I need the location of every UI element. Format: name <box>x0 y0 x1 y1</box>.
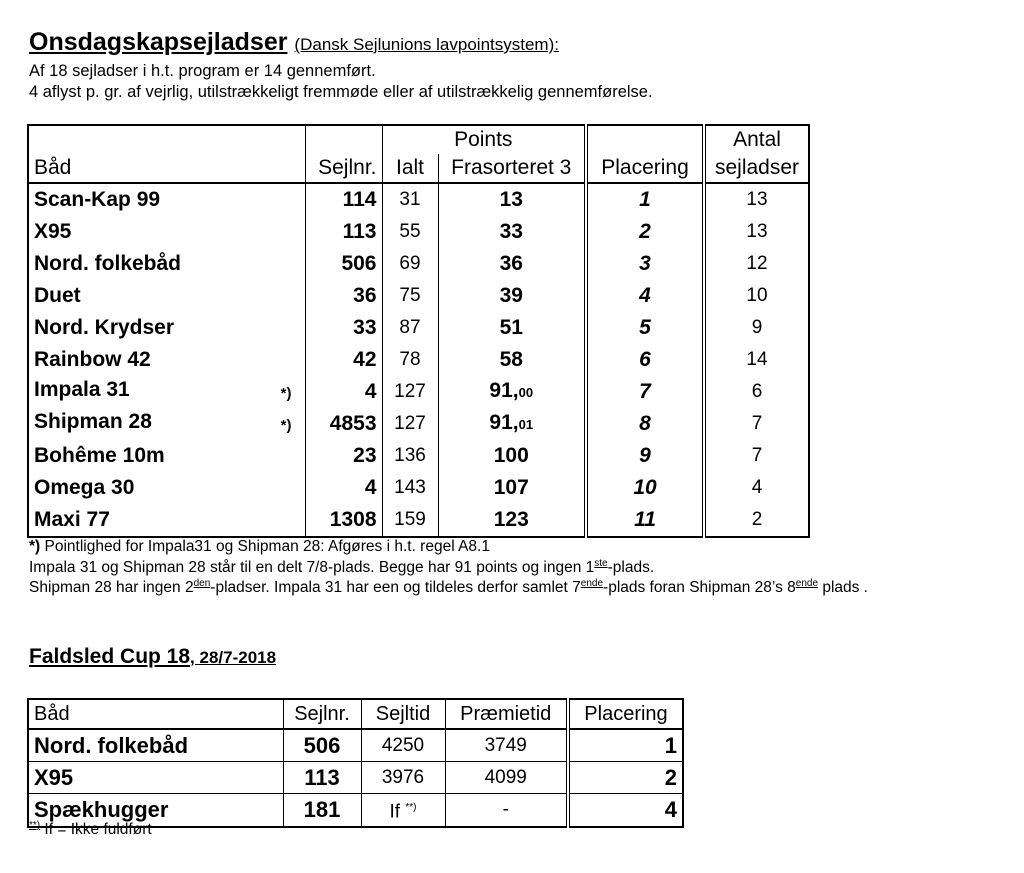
antal-cell: 2 <box>704 504 809 537</box>
ialt-cell: 31 <box>382 183 438 216</box>
praemietid-cell: 4099 <box>445 762 568 794</box>
sejltid-value: If <box>389 801 406 823</box>
footnote-3-text: -plads foran Shipman 28’s 8 <box>603 579 796 597</box>
frasorteret-value: 123 <box>493 508 529 531</box>
results-table <box>27 124 810 538</box>
table-header-row-1 <box>28 125 809 154</box>
antal-cell: 9 <box>704 312 809 344</box>
ialt-cell: 87 <box>382 312 438 344</box>
footnote-3-sup: ende <box>580 578 604 589</box>
footnote-3-text: Shipman 28 har ingen 2 <box>29 579 194 597</box>
intro-line-1: Af 18 sejladser i h.t. program er 14 gennemført. <box>29 62 376 80</box>
frasorteret-cell <box>438 248 586 280</box>
sejltid-note: **) <box>405 802 417 813</box>
header-ialt: Ialt <box>382 154 438 183</box>
sejlnr-cell: 23 <box>305 440 382 472</box>
praemietid-cell: - <box>445 794 568 828</box>
boat-name: Rainbow 42 <box>34 348 151 371</box>
boat-name: Nord. Krydser <box>34 316 175 339</box>
intro-line-2: 4 aflyst p. gr. af vejrlig, utilstrækkeligt fremmøde eller af utilstrækkelig gennemførelse. <box>29 83 653 101</box>
frasorteret-value: 107 <box>493 476 529 499</box>
frasorteret-cell <box>438 280 586 312</box>
antal-cell: 7 <box>704 408 809 440</box>
frasorteret-value: 51 <box>499 316 523 339</box>
footnote-3-sup: den <box>193 578 211 589</box>
boat-cell <box>28 280 305 312</box>
header-empty <box>28 125 305 154</box>
sejlnr-cell: 114 <box>305 183 382 216</box>
sejlnr-cell: 42 <box>305 344 382 376</box>
footnote-3 <box>29 578 868 597</box>
ialt-cell: 127 <box>382 408 438 440</box>
table-row <box>28 762 683 794</box>
sejltid-cell <box>361 729 445 762</box>
boat-name: X95 <box>34 220 72 243</box>
section1-title: Onsdagskapsejladser <box>29 28 288 56</box>
header-empty <box>586 125 704 154</box>
placering-cell: 2 <box>586 216 704 248</box>
table-row <box>28 248 809 280</box>
footnote-2-sup: ste <box>594 558 608 569</box>
placering-cell: 10 <box>586 472 704 504</box>
frasorteret-value: 91, <box>489 411 519 434</box>
frasorteret-cell <box>438 344 586 376</box>
cup-body <box>28 729 683 827</box>
frasorteret-value: 39 <box>499 284 523 307</box>
sejlnr-cell: 181 <box>283 794 361 828</box>
ialt-cell: 69 <box>382 248 438 280</box>
frasorteret-cell <box>438 312 586 344</box>
boat-cell <box>28 344 305 376</box>
cup-footnote-text: If = Ikke fuldført <box>40 821 152 839</box>
antal-cell: 4 <box>704 472 809 504</box>
sejltid-cell <box>361 794 445 828</box>
sejlnr-cell: 4 <box>305 472 382 504</box>
section2-title: Faldsled Cup 18 <box>29 645 191 668</box>
table-row <box>28 344 809 376</box>
antal-cell: 13 <box>704 216 809 248</box>
boat-cell <box>28 216 305 248</box>
section2-title-line <box>29 645 276 669</box>
cup-header-praemietid: Præmietid <box>445 699 568 729</box>
table-row <box>28 440 809 472</box>
boat-cell: X95 <box>28 762 283 794</box>
ialt-cell: 136 <box>382 440 438 472</box>
frasorteret-decimal: 01 <box>518 417 534 432</box>
results-body <box>28 183 809 537</box>
cup-footnote-sup: **) <box>29 820 41 831</box>
placering-cell: 9 <box>586 440 704 472</box>
sejlnr-cell: 36 <box>305 280 382 312</box>
frasorteret-value: 33 <box>499 220 523 243</box>
frasorteret-value: 58 <box>499 348 523 371</box>
footnote-3-end: plads . <box>818 579 868 597</box>
ialt-cell: 78 <box>382 344 438 376</box>
placering-cell: 2 <box>568 762 683 794</box>
pointlighed-marker: *) <box>280 417 292 434</box>
boat-cell <box>28 312 305 344</box>
footnote-2 <box>29 558 654 577</box>
frasorteret-cell <box>438 440 586 472</box>
ialt-cell: 127 <box>382 376 438 408</box>
frasorteret-value: 100 <box>493 444 529 467</box>
table-row <box>28 472 809 504</box>
placering-cell: 4 <box>568 794 683 828</box>
footnote-2-end: -plads. <box>607 559 655 577</box>
frasorteret-cell <box>438 504 586 537</box>
ialt-cell: 159 <box>382 504 438 537</box>
antal-cell: 7 <box>704 440 809 472</box>
boat-name: Nord. folkebåd <box>34 252 182 275</box>
frasorteret-cell <box>438 216 586 248</box>
antal-cell: 13 <box>704 183 809 216</box>
sejltid-value: 3976 <box>381 766 425 788</box>
frasorteret-cell <box>438 408 586 440</box>
header-antal: Antal <box>704 125 809 154</box>
sejlnr-cell: 113 <box>305 216 382 248</box>
footnote-3-sup: ende <box>795 578 819 589</box>
sejlnr-cell: 33 <box>305 312 382 344</box>
placering-cell: 6 <box>586 344 704 376</box>
cup-footnote <box>29 820 152 839</box>
antal-cell: 12 <box>704 248 809 280</box>
section1-title-line <box>29 28 559 57</box>
frasorteret-cell <box>438 376 586 408</box>
table-row <box>28 376 809 408</box>
cup-header-placering: Placering <box>568 699 683 729</box>
footnote-1-text: Pointlighed for Impala31 og Shipman 28: Afgøres i h.t. regel A8.1 <box>44 538 490 555</box>
frasorteret-value: 91, <box>489 379 519 402</box>
table-row <box>28 183 809 216</box>
praemietid-cell: 3749 <box>445 729 568 762</box>
boat-cell <box>28 376 305 408</box>
table-row <box>28 504 809 537</box>
table-row <box>28 408 809 440</box>
ialt-cell: 75 <box>382 280 438 312</box>
frasorteret-decimal: 00 <box>518 385 534 400</box>
boat-name: Omega 30 <box>34 476 135 499</box>
cup-header-sejltid: Sejltid <box>361 699 445 729</box>
ialt-cell: 143 <box>382 472 438 504</box>
cup-header-row <box>28 699 683 729</box>
header-sejladser: sejladser <box>704 154 809 183</box>
boat-name: Maxi 77 <box>34 508 110 531</box>
header-boat: Båd <box>28 154 305 183</box>
header-points: Points <box>382 125 586 154</box>
section1-subtitle: (Dansk Sejlunions lavpointsystem): <box>294 35 559 54</box>
sejltid-cell <box>361 762 445 794</box>
header-frasorteret: Frasorteret 3 <box>438 154 586 183</box>
cup-header-sejlnr: Sejlnr. <box>283 699 361 729</box>
boat-cell <box>28 248 305 280</box>
frasorteret-cell <box>438 183 586 216</box>
footnote-3-text: -pladser. Impala 31 har een og tildeles derfor samlet 7 <box>210 579 581 597</box>
sejlnr-cell: 1308 <box>305 504 382 537</box>
antal-cell: 6 <box>704 376 809 408</box>
placering-cell: 11 <box>586 504 704 537</box>
cup-table <box>27 698 684 828</box>
footnote-2-text: Impala 31 og Shipman 28 står til en delt 7/8-plads. Begge har 91 points og ingen 1 <box>29 559 595 577</box>
boat-cell <box>28 504 305 537</box>
footnote-1 <box>29 538 490 556</box>
table-header-row-2 <box>28 154 809 183</box>
boat-cell: Spækhugger <box>28 794 283 828</box>
boat-cell: Nord. folkebåd <box>28 729 283 762</box>
frasorteret-value: 13 <box>499 188 523 211</box>
antal-cell: 10 <box>704 280 809 312</box>
frasorteret-value: 36 <box>499 252 523 275</box>
cup-header-boat: Båd <box>28 699 283 729</box>
boat-name: Scan-Kap 99 <box>34 188 161 211</box>
header-sejlnr: Sejlnr. <box>305 154 382 183</box>
boat-name: Duet <box>34 284 81 307</box>
table-row <box>28 312 809 344</box>
placering-cell: 5 <box>586 312 704 344</box>
placering-cell: 1 <box>568 729 683 762</box>
sejltid-value: 4250 <box>381 734 425 756</box>
placering-cell: 3 <box>586 248 704 280</box>
boat-cell <box>28 440 305 472</box>
table-row <box>28 216 809 248</box>
placering-cell: 4 <box>586 280 704 312</box>
boat-name: Impala 31 <box>34 378 130 401</box>
boat-name: Shipman 28 <box>34 410 152 433</box>
antal-cell: 14 <box>704 344 809 376</box>
frasorteret-cell <box>438 472 586 504</box>
sejlnr-cell: 113 <box>283 762 361 794</box>
placering-cell: 8 <box>586 408 704 440</box>
ialt-cell: 55 <box>382 216 438 248</box>
sejlnr-cell: 506 <box>283 729 361 762</box>
pointlighed-marker: *) <box>280 385 292 402</box>
table-row <box>28 729 683 762</box>
placering-cell: 1 <box>586 183 704 216</box>
boat-name: Bohême 10m <box>34 444 165 467</box>
boat-cell <box>28 408 305 440</box>
boat-cell <box>28 183 305 216</box>
header-empty <box>305 125 382 154</box>
section2-subtitle: , 28/7-2018 <box>190 648 277 667</box>
sejlnr-cell: 506 <box>305 248 382 280</box>
placering-cell: 7 <box>586 376 704 408</box>
table-row <box>28 280 809 312</box>
footnote-star: *) <box>29 538 41 555</box>
sejlnr-cell: 4853 <box>305 408 382 440</box>
boat-cell <box>28 472 305 504</box>
sejlnr-cell: 4 <box>305 376 382 408</box>
header-placering: Placering <box>586 154 704 183</box>
